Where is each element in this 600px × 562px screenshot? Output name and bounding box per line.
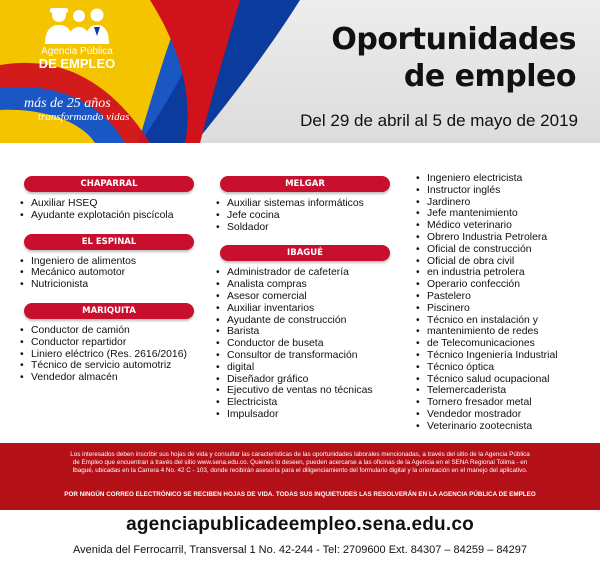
job-item: • Nutricionista — [20, 279, 208, 291]
job-item: • Técnico óptica — [416, 362, 596, 374]
job-list-melgar — [216, 198, 412, 233]
job-list-el-espinal — [20, 256, 208, 291]
job-item: • Ayudante explotación piscícola — [20, 210, 208, 222]
tagline-years: más de 25 años — [24, 96, 111, 111]
job-list-mariquita — [20, 325, 208, 384]
page-title-line1: Oportunidades — [331, 22, 576, 57]
job-item: • Vendedor mostrador — [416, 409, 596, 421]
column-middle — [216, 176, 412, 421]
job-item: • Médico veterinario — [416, 220, 596, 232]
column-right — [416, 173, 596, 433]
agency-logo — [22, 6, 132, 70]
job-item: • Técnico Ingeniería Industrial — [416, 350, 596, 362]
job-item: • Impulsador — [216, 409, 412, 421]
job-item: • Veterinario zootecnista — [416, 421, 596, 433]
job-item: • Barista — [216, 326, 412, 338]
job-list-ibague-continued — [416, 173, 596, 433]
job-item: • de Telecomunicaciones — [416, 338, 596, 350]
section-title-melgar: MELGAR — [220, 176, 390, 192]
legal-text — [14, 451, 586, 476]
job-item: • Conductor repartidor — [20, 337, 208, 349]
job-item: • Ingeniero electricista — [416, 173, 596, 185]
tagline — [24, 96, 164, 123]
job-item: • Electricista — [216, 397, 412, 409]
job-item: • Jefe mantenimiento — [416, 208, 596, 220]
date-range: Del 29 de abril al 5 de mayo de 2019 — [300, 111, 578, 130]
address-contact: Avenida del Ferrocarril, Transversal 1 No. 42-244 - Tel: 2709600 Ext. 84307 – 84259 – 84297 — [73, 544, 527, 556]
job-list-ibague — [216, 267, 412, 420]
job-item: • Ayudante de construcción — [216, 315, 412, 327]
header-banner — [0, 0, 600, 143]
legal-text-line2: de Empleo que encuentran a través del sitio www.sena.edu.co. Quienes lo deseen, pueden acercarse a las oficinas de la Agencia en el SENA Regional Tolima - en — [72, 459, 528, 467]
workers-figures-icon — [37, 6, 117, 46]
job-item: • Liniero eléctrico (Res. 2616/2016) — [20, 349, 208, 361]
section-title-ibague: IBAGUÉ — [220, 245, 390, 261]
job-item: • Piscinero — [416, 303, 596, 315]
job-item: • Oficial de obra civil — [416, 256, 596, 268]
job-item: • Analista compras — [216, 279, 412, 291]
job-item: • Asesor comercial — [216, 291, 412, 303]
job-item: • Jardinero — [416, 197, 596, 209]
legal-text-line3: Ibagué, ubicadas en la Carrera 4 No. 42 C - 103, donde recibirán asesoría para el diligenciamiento del formulario digital y la orientación en el manejo del aplicativo. — [72, 467, 528, 475]
job-list-chaparral — [20, 198, 208, 222]
job-item: • Vendedor almacén — [20, 372, 208, 384]
job-item: • Técnico salud ocupacional — [416, 374, 596, 386]
job-item: • Obrero Industria Petrolera — [416, 232, 596, 244]
job-item: • Ingeniero de alimentos — [20, 256, 208, 268]
job-item: • Técnico de servicio automotriz — [20, 360, 208, 372]
job-item: • Instructor inglés — [416, 185, 596, 197]
job-item: • en industria petrolera — [416, 267, 596, 279]
job-item: • Mecánico automotor — [20, 267, 208, 279]
job-item: • Jefe cocina — [216, 210, 412, 222]
job-item: • Tornero fresador metal — [416, 397, 596, 409]
column-left — [20, 176, 208, 384]
section-title-el-espinal: EL ESPINAL — [24, 234, 194, 250]
job-item: • Ejecutivo de ventas no técnicas — [216, 385, 412, 397]
job-item: • Soldador — [216, 222, 412, 234]
job-item: • Pastelero — [416, 291, 596, 303]
job-item: • Técnico en instalación y — [416, 315, 596, 327]
logo-text-agency: Agencia Pública — [41, 46, 113, 57]
job-item: • Operario confección — [416, 279, 596, 291]
job-item: • Administrador de cafetería — [216, 267, 412, 279]
section-title-mariquita: MARIQUITA — [24, 303, 194, 319]
job-item: • Diseñador gráfico — [216, 374, 412, 386]
legal-text-line1: Los interesados deben inscribir sus hojas de vida y consultar las características de las oportunidades laborales mencionadas, a través del sitio de la Agencia Pública — [70, 451, 530, 458]
section-title-chaparral: CHAPARRAL — [24, 176, 194, 192]
logo-text-employment: DE EMPLEO — [38, 56, 116, 71]
job-item: • Auxiliar sistemas informáticos — [216, 198, 412, 210]
website-link[interactable]: agenciapublicadeempleo.sena.edu.co — [126, 514, 474, 535]
job-item: • Conductor de camión — [20, 325, 208, 337]
job-item: • Auxiliar HSEQ — [20, 198, 208, 210]
email-notice: POR NINGÚN CORREO ELECTRÓNICO SE RECIBEN HOJAS DE VIDA. TODAS SUS INQUIETUDES LAS RESOLVERÁN EN LA AGENCIA PÚBLICA DE EMPLEO — [64, 491, 536, 498]
job-item: • Telemercaderista — [416, 385, 596, 397]
job-item: • Auxiliar inventarios — [216, 303, 412, 315]
job-item: • Conductor de buseta — [216, 338, 412, 350]
job-item: • Consultor de transformación — [216, 350, 412, 362]
job-item: • mantenimiento de redes — [416, 326, 596, 338]
tagline-transforming: transformando vidas — [38, 111, 130, 123]
job-item: • Oficial de construcción — [416, 244, 596, 256]
job-item: • digital — [216, 362, 412, 374]
page-title-line2: de empleo — [403, 59, 576, 94]
